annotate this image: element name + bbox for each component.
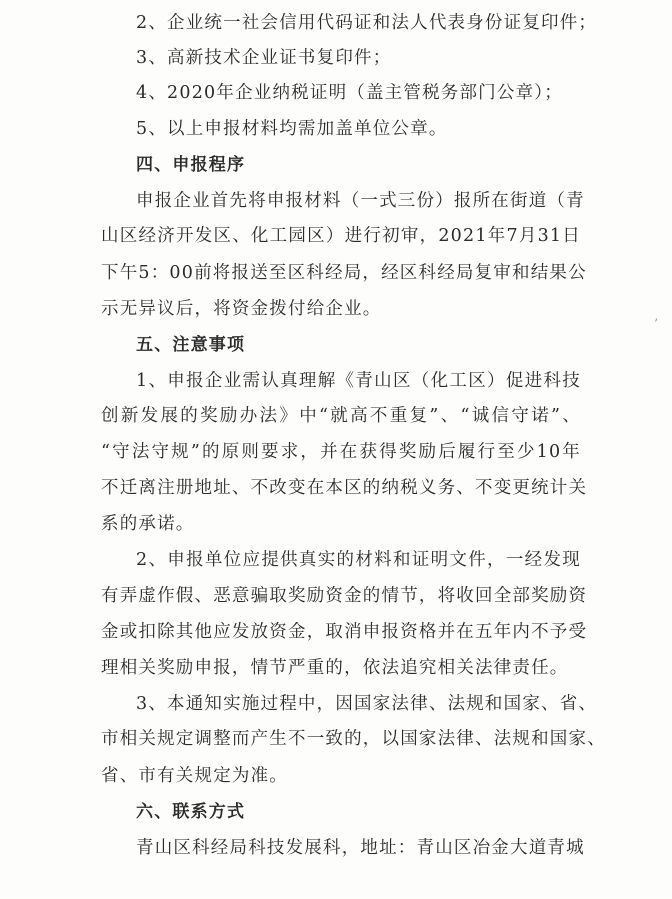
paragraph-line: 申报企业首先将申报材料（一式三份）报所在街道（青 — [136, 191, 585, 211]
paragraph-line: 有弄虚作假、恶意骗取奖励资金的情节，将收回全部奖励资 — [101, 586, 588, 606]
paragraph-line: 不迁离注册地址、不改变在本区的纳税义务、不变更统计关 — [101, 478, 588, 498]
paragraph-line: 创新发展的奖励办法》中“就高不重复”、“诚信守诺”、 — [101, 406, 581, 426]
section-heading-4: 四、申报程序 — [136, 155, 246, 175]
paragraph-line: 山区经济开发区、化工园区）进行初审，2021年7月31日 — [101, 226, 581, 246]
paragraph-line: 金或扣除其他应发放资金，取消申报资格并在五年内不予受 — [101, 622, 588, 642]
list-item-4: 4、2020年企业纳税证明（盖主管税务部门公章）； — [136, 83, 563, 103]
scan-speck: ’ — [654, 317, 659, 332]
list-item-2: 2、企业统一社会信用代码证和法人代表身份证复印件； — [136, 13, 598, 33]
section-heading-6: 六、联系方式 — [136, 802, 246, 822]
section-heading-5: 五、注意事项 — [136, 335, 246, 355]
paragraph-line: 示无异议后，将资金拨付给企业。 — [101, 299, 382, 319]
paragraph-line: 下午5：00前将报送至区科经局，经区科经局复审和结果公 — [101, 263, 587, 283]
paragraph-line: 青山区科经局科技发展科，地址：青山区冶金大道青城 — [136, 838, 585, 858]
paragraph-line: 省、市有关规定为准。 — [101, 766, 288, 786]
paragraph-line: “守法守规”的原则要求，并在获得奖励后履行至少10年 — [101, 442, 581, 462]
paragraph-line: 市相关规定调整而产生不一致的，以国家法律、法规和国家、 — [101, 729, 606, 749]
paragraph-line: 系的承诺。 — [101, 514, 195, 534]
paragraph-line: 3、本通知实施过程中，因国家法律、法规和国家、省、 — [136, 694, 598, 714]
paragraph-line: 2、申报单位应提供真实的材料和证明文件，一经发现 — [136, 550, 581, 570]
list-item-5: 5、以上申报材料均需加盖单位公章。 — [136, 119, 448, 139]
paragraph-line: 理相关奖励申报，情节严重的，依法追究相关法律责任。 — [101, 658, 569, 678]
list-item-3: 3、高新技术企业证书复印件； — [136, 48, 392, 68]
paragraph-line: 1、申报企业需认真理解《青山区（化工区）促进科技 — [136, 371, 581, 391]
